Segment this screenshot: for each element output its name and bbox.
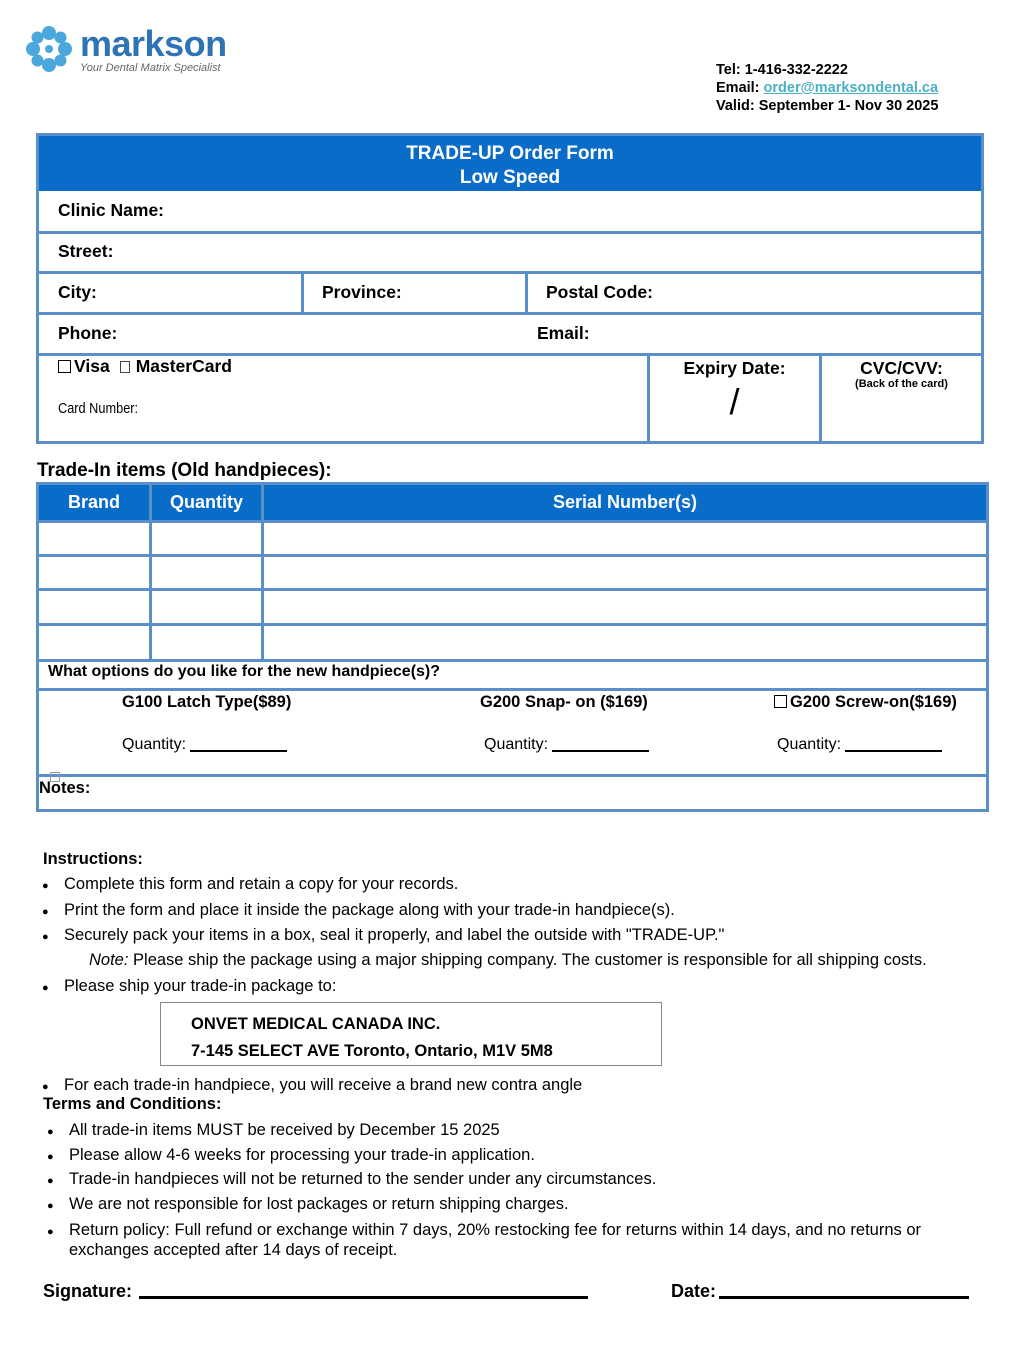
option-g200-screw-on[interactable] — [774, 693, 957, 712]
signature-label: Signature: — [43, 1281, 133, 1301]
terms-item: ● Return policy: Full refund or exchange within 7 days, 20% restocking fee for returns within 14 days, and no returns or exchanges accepted after 14 days of receipt. — [69, 1220, 989, 1260]
expiry-slash: / — [729, 381, 740, 422]
shipping-note — [89, 951, 927, 970]
address-line-2: 7-145 SELECT AVE Toronto, Ontario, M1V 5M8 — [191, 1042, 553, 1060]
terms-item: ● We are not responsible for lost packages or return shipping charges. — [69, 1194, 569, 1214]
address-line-1: ONVET MEDICAL CANADA INC. — [191, 1015, 441, 1033]
option-g200-screw-on-label: G200 Screw-on($169) — [790, 693, 957, 711]
contact-valid: Valid: September 1- Nov 30 2025 — [716, 98, 939, 114]
instructions-title: Instructions: — [43, 850, 143, 868]
trade-in-title: Trade-In items (Old handpieces): — [37, 460, 332, 481]
column-header-serial: Serial Number(s) — [552, 492, 698, 512]
order-form-header — [39, 136, 981, 191]
notes-field[interactable]: Notes: — [39, 779, 91, 797]
street-field[interactable]: Street: — [58, 241, 114, 261]
instruction-item: ● Please ship your trade-in package to: — [64, 976, 336, 996]
terms-item: ● All trade-in items MUST be received by December 15 2025 — [69, 1120, 500, 1140]
quantity-line — [190, 738, 287, 752]
quantity-line — [845, 738, 942, 752]
form-divider — [301, 274, 304, 312]
note-text: Please ship the package using a major shipping company. The customer is responsible for all shipping costs. — [128, 951, 927, 969]
email-field[interactable]: Email: — [537, 323, 590, 343]
card-type-row — [58, 356, 232, 377]
instruction-item: ● For each trade-in handpiece, you will receive a brand new contra angle — [64, 1075, 582, 1095]
option-g200-snap-on[interactable]: G200 Snap- on ($169) — [480, 693, 648, 711]
visa-checkbox[interactable] — [58, 360, 71, 373]
instruction-item: ● Securely pack your items in a box, seal it properly, and label the outside with "TRADE-UP." — [64, 925, 724, 945]
mastercard-label: MasterCard — [135, 356, 232, 376]
mastercard-checkbox[interactable] — [120, 361, 130, 373]
contact-block — [716, 61, 938, 115]
terms-item: ● Please allow 4-6 weeks for processing your trade-in application. — [69, 1145, 535, 1165]
instruction-item: ● Complete this form and retain a copy for your records. — [64, 874, 458, 894]
quantity-label: Quantity: — [777, 736, 842, 753]
option-g100-latch[interactable]: G100 Latch Type($89) — [122, 693, 292, 711]
postal-code-field[interactable]: Postal Code: — [546, 282, 653, 302]
quantity-g100-field[interactable] — [122, 736, 287, 754]
form-subtitle: Low Speed — [459, 167, 561, 188]
contact-tel: Tel: 1-416-332-2222 — [716, 62, 848, 78]
quantity-line — [552, 738, 649, 752]
form-title: TRADE-UP Order Form — [406, 143, 614, 164]
contact-email-label: Email: — [716, 80, 764, 96]
column-header-brand: Brand — [67, 492, 120, 512]
table-row[interactable] — [39, 626, 986, 659]
clinic-name-field[interactable]: Clinic Name: — [58, 200, 164, 220]
form-divider — [39, 231, 981, 234]
date-label: Date: — [671, 1281, 717, 1301]
contact-email-link[interactable]: order@marksondental.ca — [763, 80, 939, 96]
table-divider — [39, 659, 986, 662]
brand-tagline: Your Dental Matrix Specialist — [80, 62, 221, 74]
visa-label: Visa — [74, 356, 110, 376]
instruction-item: ● Print the form and place it inside the package along with your trade-in handpiece(s). — [64, 900, 675, 920]
expiry-date-field[interactable]: Expiry Date: — [683, 358, 786, 378]
form-divider — [525, 274, 528, 312]
contact-email-row — [716, 79, 938, 97]
markson-logo-icon — [24, 24, 74, 74]
card-number-field[interactable]: Card Number: — [58, 400, 139, 417]
table-row[interactable] — [39, 523, 986, 554]
form-divider — [39, 271, 981, 274]
quantity-g200-snap-field[interactable] — [484, 736, 649, 754]
cvc-field[interactable]: CVC/CVV: — [860, 358, 943, 378]
quantity-label: Quantity: — [122, 736, 187, 753]
quantity-label: Quantity: — [484, 736, 549, 753]
signature-line[interactable] — [139, 1296, 588, 1299]
cvc-note: (Back of the card) — [855, 378, 948, 390]
terms-title: Terms and Conditions: — [43, 1095, 222, 1113]
phone-field[interactable]: Phone: — [58, 323, 118, 343]
brand-name: markson — [80, 23, 227, 64]
terms-item: ● Trade-in handpieces will not be returned to the sender under any circumstances. — [69, 1169, 656, 1189]
quantity-g200-screw-field[interactable] — [777, 736, 942, 754]
table-divider — [39, 688, 986, 691]
table-row[interactable] — [39, 591, 986, 623]
screw-on-checkbox[interactable] — [774, 695, 787, 708]
options-question: What options do you like for the new handpiece(s)? — [48, 663, 441, 680]
note-label: Note: — [89, 951, 129, 969]
city-field[interactable]: City: — [58, 282, 97, 302]
date-line[interactable] — [719, 1296, 969, 1299]
column-header-quantity: Quantity — [169, 492, 243, 512]
province-field[interactable]: Province: — [322, 282, 402, 302]
table-divider — [39, 774, 986, 777]
table-row[interactable] — [39, 557, 986, 588]
form-divider — [39, 312, 981, 315]
